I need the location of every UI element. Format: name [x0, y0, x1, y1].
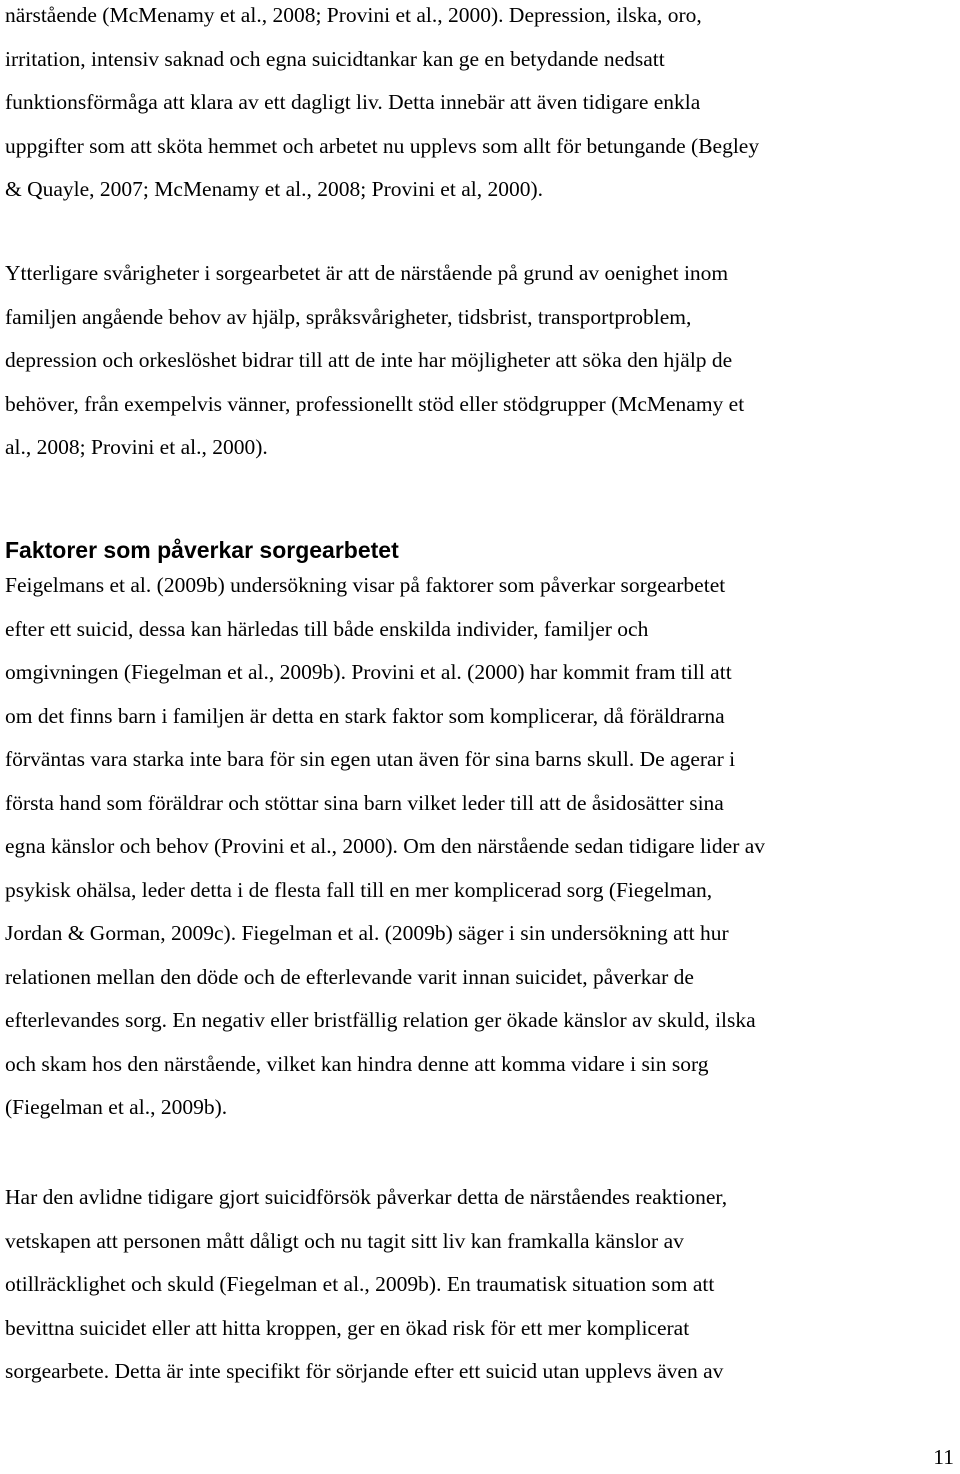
text-line: (Fiegelman et al., 2009b). [5, 1095, 228, 1119]
text-line: familjen angående behov av hjälp, språksvårigheter, tidsbrist, transportproblem, [5, 304, 692, 329]
text-line: al., 2008; Provini et al., 2000). [5, 435, 268, 459]
text-line: bevittna suicidet eller att hitta kroppen, ger en ökad risk för ett mer komplicerat [5, 1315, 690, 1340]
paragraph-3 [5, 564, 905, 1130]
text-line: behöver, från exempelvis vänner, professionellt stöd eller stödgrupper (McMenamy et [5, 391, 745, 416]
text-line: irritation, intensiv saknad och egna suicidtankar kan ge en betydande nedsatt [5, 46, 665, 71]
text-line: och skam hos den närstående, vilket kan hindra denne att komma vidare i sin sorg [5, 1051, 709, 1076]
text-line: omgivningen (Fiegelman et al., 2009b). Provini et al. (2000) har kommit fram till att [5, 660, 732, 684]
page-number: 11 [933, 1445, 954, 1469]
section-heading: Faktorer som påverkar sorgearbetet [5, 537, 399, 563]
text-line: första hand som föräldrar och stöttar sina barn vilket leder till att de åsidosätter sina [5, 790, 724, 815]
text-line: Har den avlidne tidigare gjort suicidförsök påverkar detta de närståendes reaktioner, [5, 1185, 728, 1209]
text-line: uppgifter som att sköta hemmet och arbetet nu upplevs som allt för betungande (Begley [5, 133, 760, 158]
text-line: & Quayle, 2007; McMenamy et al., 2008; Provini et al, 2000). [5, 177, 544, 201]
text-line: sorgearbete. Detta är inte specifikt för sörjande efter ett suicid utan upplevs även av [5, 1359, 724, 1383]
text-line: Ytterligare svårigheter i sorgearbetet är att de närstående på grund av oenighet inom [5, 261, 729, 285]
text-line: efter ett suicid, dessa kan härledas till både enskilda individer, familjer och [5, 616, 649, 641]
text-line: psykisk ohälsa, leder detta i de flesta fall till en mer komplicerad sorg (Fiegelman, [5, 877, 713, 902]
text-line: funktionsförmåga att klara av ett dagligt liv. Detta innebär att även tidigare enkla [5, 90, 701, 114]
text-line: relationen mellan den döde och de efterlevande varit innan suicidet, påverkar de [5, 964, 694, 989]
text-line: förväntas vara starka inte bara för sin egen utan även för sina barns skull. De agerar i [5, 747, 736, 771]
paragraph-1 [5, 0, 905, 212]
text-line: närstående (McMenamy et al., 2008; Provini et al., 2000). Depression, ilska, oro, [5, 3, 702, 27]
text-line: Feigelmans et al. (2009b) undersökning visar på faktorer som påverkar sorgearbetet [5, 573, 726, 597]
paragraph-4 [5, 1176, 905, 1394]
text-line: efterlevandes sorg. En negativ eller bristfällig relation ger ökade känslor av skuld, ilska [5, 1008, 756, 1032]
paragraph-2 [5, 252, 905, 470]
text-line: otillräcklighet och skuld (Fiegelman et al., 2009b). En traumatisk situation som att [5, 1272, 715, 1296]
text-line: depression och orkeslöshet bidrar till att de inte har möjligheter att söka den hjälp de [5, 348, 733, 372]
text-line: egna känslor och behov (Provini et al., 2000). Om den närstående sedan tidigare lider av [5, 834, 766, 858]
text-line: Jordan & Gorman, 2009c). Fiegelman et al. (2009b) säger i sin undersökning att hur [5, 921, 729, 945]
text-line: vetskapen att personen mått dåligt och nu tagit sitt liv kan framkalla känslor av [5, 1228, 684, 1253]
text-line: om det finns barn i familjen är detta en stark faktor som komplicerar, då föräldrarna [5, 703, 725, 728]
